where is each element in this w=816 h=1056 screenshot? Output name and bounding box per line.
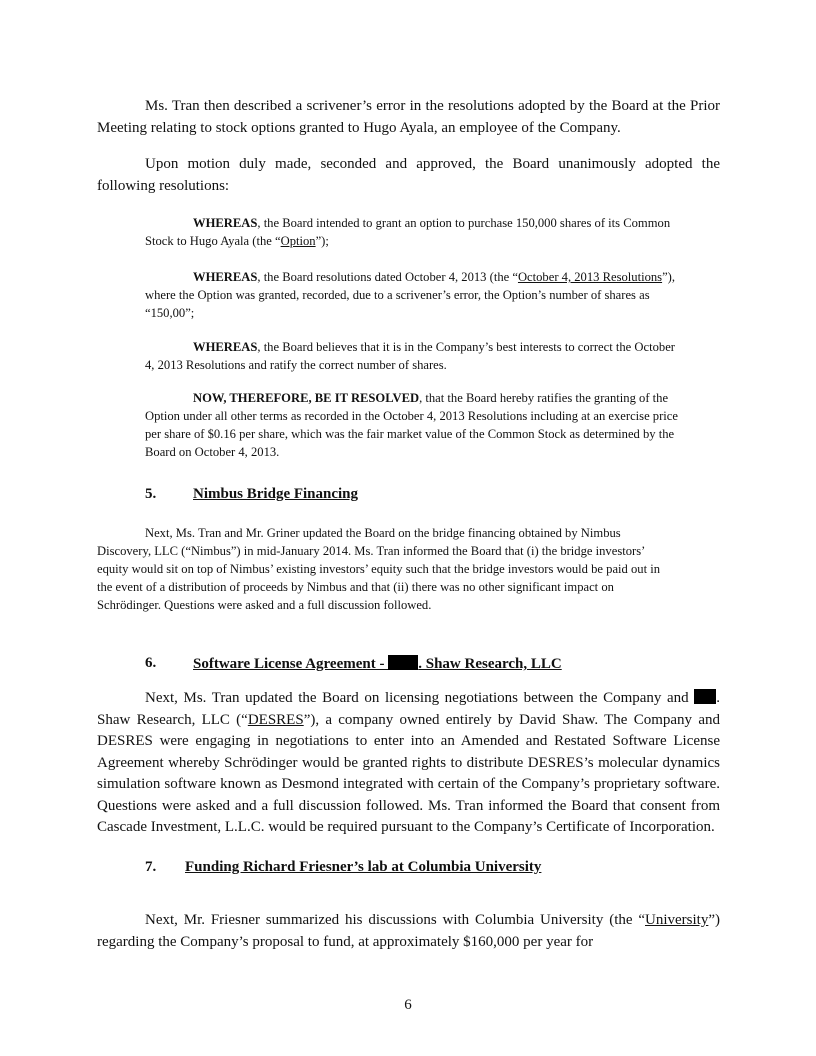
page-number: 6 <box>404 997 412 1013</box>
section-number: 5. <box>145 486 157 502</box>
resolution-text: , the Board believes that it is in the Company’s best interests to correct the October 4, 2013 Resolutions and ratify the correct number of shares. <box>145 340 675 372</box>
paragraph-text: Next, Ms. Tran updated the Board on licensing negotiations between the Company and <box>145 690 695 706</box>
resolution-resolved <box>145 389 685 461</box>
paragraph-motion <box>97 154 720 197</box>
resolution-whereas-2 <box>145 268 685 322</box>
section-title: Funding Richard Friesner’s lab at Columbia University <box>185 859 542 875</box>
paragraph-text: ”), a company owned entirely by David Shaw. The Company and DESRES were engaging in negotiations to enter into an Amended and Restated Software License Agreement whereby Schrödinger would be granted rights to distribute DESRES’s molecular dynamics simulation software known as Desmond integrated with certain of the Company’s proprietary software. Questions were asked and a full discussion followed. Ms. Tran informed the Board that consent from Cascade Investment, L.L.C. would be required pursuant to the Company’s Certificate of Incorporation. <box>97 711 720 835</box>
defined-term-option: Option <box>280 234 316 248</box>
section-6-body <box>97 688 720 839</box>
resolution-lead: WHEREAS <box>193 270 258 284</box>
resolution-lead: WHEREAS <box>193 216 258 230</box>
section-7-body <box>97 910 720 953</box>
section-number: 6. <box>145 655 157 671</box>
resolution-text: , the Board resolutions dated October 4, 2013 (the “ <box>257 270 518 284</box>
section-5-body <box>97 524 677 614</box>
paragraph-text: . Shaw Research, LLC (“ <box>97 690 720 728</box>
paragraph-scriveners-error <box>97 96 720 139</box>
paragraph-text: Ms. Tran then described a scrivener’s error in the resolutions adopted by the Board at the Prior Meeting relating to stock options granted to Hugo Ayala, an employee of the Company. <box>97 98 720 136</box>
defined-term-desres: DESRES <box>247 711 304 728</box>
paragraph-text: Next, Mr. Friesner summarized his discussions with Columbia University (the “ <box>145 912 646 928</box>
section-title <box>193 655 562 673</box>
resolution-text: ”), where the Option was granted, recorded, due to a scrivener’s error, the Option’s number of shares as “150,00”; <box>145 270 676 320</box>
resolution-text: ”); <box>315 234 329 248</box>
resolution-whereas-1 <box>145 214 685 250</box>
resolution-text: , that the Board hereby ratifies the granting of the Option under all other terms as recorded in the October 4, 2013 Resolutions including at an exercise price per share of $0.16 per share, which was the fair market value of the Common Stock as determined by the Board on October 4, 2013. <box>145 391 678 459</box>
defined-term-university: University <box>645 912 709 928</box>
paragraph-text: ”) regarding the Company’s proposal to fund, at approximately $160,000 per year for <box>97 912 720 950</box>
section-title: Nimbus Bridge Financing <box>193 486 359 502</box>
redaction-block <box>694 689 716 704</box>
section-title-part: . Shaw Research, LLC <box>418 656 562 672</box>
paragraph-text: Next, Ms. Tran and Mr. Griner updated the Board on the bridge financing obtained by Nimbus Discovery, LLC (“Nimbus”) in mid-January 2014. Ms. Tran informed the Board that (i) the bridge investors’ equity would sit on top of Nimbus’ existing investors’ equity such that the bridge investors would be paid out in the event of a distribution of proceeds by Nimbus and that (ii) there was no other significant impact on Schrödinger. Questions were asked and a full discussion followed. <box>97 526 661 612</box>
resolution-lead: WHEREAS <box>193 340 258 354</box>
resolution-lead: NOW, THEREFORE, BE IT RESOLVED <box>193 391 420 405</box>
redaction-block <box>388 655 418 670</box>
resolution-whereas-3 <box>145 338 685 374</box>
section-number: 7. <box>145 859 157 875</box>
paragraph-text: Upon motion duly made, seconded and approved, the Board unanimously adopted the following resolutions: <box>97 156 720 194</box>
section-title-part: Software License Agreement - <box>193 656 389 672</box>
defined-term-resolutions: October 4, 2013 Resolutions <box>517 270 663 284</box>
resolution-text: , the Board intended to grant an option to purchase 150,000 shares of its Common Stock to Hugo Ayala (the “ <box>145 216 671 248</box>
